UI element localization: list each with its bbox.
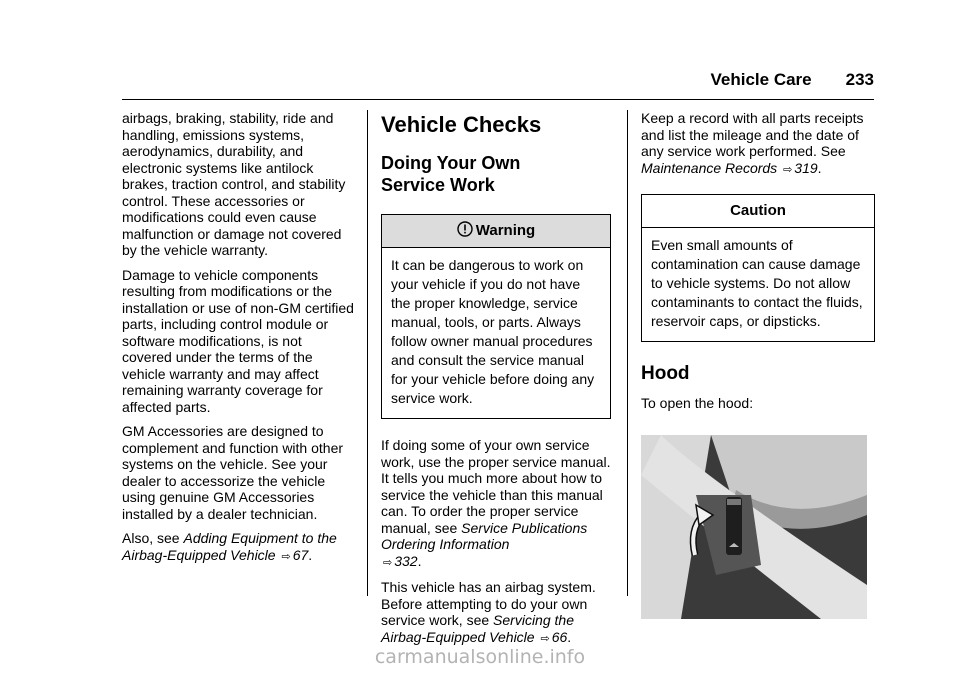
page-ref[interactable]: 66	[551, 628, 568, 645]
hood-release-lever-illustration	[641, 435, 867, 619]
paragraph: Damage to vehicle components resulting from modifications or the installation or use of non-GM certified parts, including control module or software modifications, is not covered under the terms of the vehicle warranty and may affect remaining warranty coverage for affected parts.	[122, 266, 354, 415]
caution-box	[641, 194, 875, 342]
paragraph	[641, 110, 875, 178]
page-ref-arrow-icon: ⇨	[281, 550, 291, 563]
text: .	[417, 552, 422, 569]
warning-title: Warning	[475, 222, 536, 239]
column-divider-2	[627, 110, 628, 596]
cross-reference-link[interactable]: Maintenance Records	[641, 159, 778, 176]
warning-text: It can be dangerous to work on your vehicle if you do not have the proper knowledge, service manual, tools, or parts. Always follow owner manual procedures and consult the service manual for your vehicle before doing any service work.	[391, 257, 595, 406]
column-divider-1	[367, 110, 368, 596]
watermark: carmanualsonline.info	[374, 646, 586, 668]
paragraph	[381, 437, 611, 571]
page-ref[interactable]: 319	[794, 159, 818, 176]
paragraph: GM Accessories are designed to complement and function with other systems on the vehicle. See your dealer to accessorize the vehicle using genuine GM Accessories installed by a dealer technician.	[122, 423, 344, 522]
column-2	[381, 110, 611, 655]
subsection-heading	[381, 152, 611, 196]
section-title: Vehicle Care	[710, 70, 812, 89]
caution-text: Even small amounts of contamination can cause damage to vehicle systems. Do not allow contaminants to contact the fluids, reservoir caps, or dipsticks.	[651, 237, 863, 329]
page-header	[122, 70, 874, 90]
paragraph	[381, 579, 611, 647]
page-ref[interactable]: 332	[394, 552, 418, 569]
paragraph: airbags, braking, stability, ride and handling, emissions systems, aerodynamics, durability, and electronic systems like antilock brakes, traction control, and stability control. These accessories or modifications could even cause malfunction or damage not covered by the vehicle warranty.	[122, 110, 346, 258]
paragraph: To open the hood:	[641, 394, 754, 411]
text: This vehicle has an airbag system. Before attempting to do your own service work, see	[381, 579, 596, 628]
text: .	[567, 628, 572, 645]
section-heading: Hood	[641, 363, 690, 384]
heading-line: Doing Your Own	[381, 153, 521, 173]
cross-reference-link[interactable]: Adding Equipment to the Airbag-Equipped Vehicle	[122, 530, 337, 563]
text: Also, see	[122, 530, 184, 546]
text: Keep a record with all parts receipts and list the mileage and the date of any service work performed. See	[641, 110, 864, 159]
page-ref-arrow-icon: ⇨	[540, 632, 550, 645]
page-ref-arrow-icon: ⇨	[383, 556, 393, 569]
cross-reference-link[interactable]: Service Publications Ordering Information	[381, 519, 588, 552]
cross-reference-link[interactable]: Servicing the Airbag-Equipped Vehicle	[381, 612, 574, 645]
paragraph	[122, 530, 354, 565]
column-3	[641, 110, 875, 619]
page-ref[interactable]: 67	[292, 546, 309, 563]
header-divider	[122, 99, 874, 100]
warning-triangle-icon	[457, 217, 473, 233]
page-ref-arrow-icon: ⇨	[783, 163, 793, 176]
text: If doing some of your own service work, use the proper service manual. It tells you much more about how to service the vehicle than this manual can. To order the proper service manual, see	[381, 437, 611, 536]
warning-header	[382, 215, 610, 248]
text: .	[817, 159, 822, 176]
warning-box	[381, 214, 611, 419]
caution-title: Caution	[642, 195, 874, 228]
text: .	[308, 546, 313, 563]
heading-line: Service Work	[381, 175, 495, 195]
section-heading: Vehicle Checks	[381, 112, 542, 137]
column-1	[122, 110, 354, 573]
hood-release-photo	[641, 435, 867, 619]
page-number: 233	[845, 70, 874, 89]
